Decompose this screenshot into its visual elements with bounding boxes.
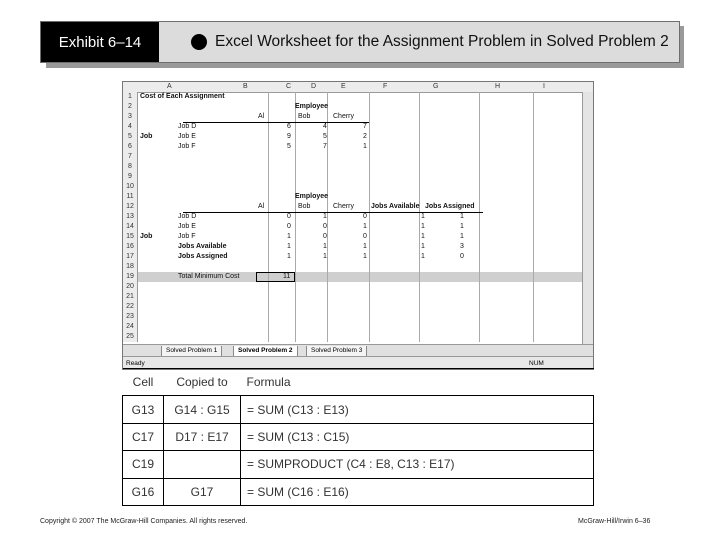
slide-title: Excel Worksheet for the Assignment Problem in Solved Problem 2 (215, 33, 669, 50)
slide-header (40, 21, 680, 63)
tab-solved-problem-3[interactable]: Solved Problem 3 (306, 346, 367, 357)
row-number: 1 (128, 93, 132, 100)
status-ready: Ready (126, 360, 145, 367)
assigned-cell: 1 (460, 233, 464, 240)
col-header-h: H (495, 83, 501, 90)
assigned-cell: 0 (460, 253, 464, 260)
assign-cell: 1 (363, 223, 367, 230)
table-row (123, 423, 594, 450)
job-name: Job F (178, 143, 196, 150)
vertical-scrollbar[interactable] (582, 92, 593, 344)
assign-cell: 0 (323, 223, 327, 230)
jobs-assigned-header: Jobs Assigned (425, 203, 475, 210)
available-cell: 1 (421, 213, 425, 220)
status-num: NUM (529, 360, 544, 367)
cell-ref: G13 (123, 396, 164, 423)
row-number-column (123, 92, 138, 342)
row-number: 14 (126, 223, 134, 230)
row-number: 25 (126, 333, 134, 340)
table-row (123, 478, 594, 505)
cost-cell: 7 (363, 123, 367, 130)
cost-title: Cost of Each Assignment (140, 93, 225, 100)
formula: = SUM (C13 : E13) (241, 396, 594, 423)
assign-cell: 1 (287, 233, 291, 240)
cost-cell: 9 (287, 133, 291, 140)
employee-label: Employee (295, 103, 329, 110)
emp-header: Cherry (333, 113, 355, 120)
header-formula: Formula (241, 369, 594, 396)
formula-table (122, 368, 594, 506)
tab-solved-problem-1[interactable]: Solved Problem 1 (161, 346, 222, 357)
row-number: 10 (126, 183, 134, 190)
exhibit-label: Exhibit 6–14 (41, 22, 159, 62)
cell-ref: C19 (123, 451, 164, 478)
available-cell: 1 (421, 223, 425, 230)
cost-cell: 2 (363, 133, 367, 140)
job-name: Job D (178, 123, 197, 130)
emp-header: Bob (298, 203, 311, 210)
header-underline (183, 212, 483, 213)
total-label: Total Minimum Cost (178, 273, 240, 280)
table-row (123, 451, 594, 478)
gridline (327, 92, 328, 342)
emp-header: Al (258, 203, 265, 210)
col-header-i: I (543, 83, 545, 90)
available-cell: 1 (421, 243, 425, 250)
gridline (268, 92, 269, 342)
cost-cell: 5 (323, 133, 327, 140)
tab-solved-problem-2[interactable]: Solved Problem 2 (233, 346, 298, 357)
row-number: 17 (126, 253, 134, 260)
row-number: 23 (126, 313, 134, 320)
assign-cell: 1 (287, 253, 291, 260)
col-header-d: D (311, 83, 317, 90)
jobs-available-header: Jobs Available (371, 203, 420, 210)
gridline (479, 92, 480, 342)
row-number: 16 (126, 243, 134, 250)
job-name: Job D (178, 213, 197, 220)
assign-cell: 1 (287, 243, 291, 250)
assigned-cell: 1 (460, 223, 464, 230)
employee-label: Employee (295, 193, 329, 200)
job-label: Job (140, 233, 153, 240)
emp-header: Al (258, 113, 265, 120)
gridline (369, 92, 370, 342)
job-name: Jobs Available (178, 243, 227, 250)
cost-cell: 4 (323, 123, 327, 130)
row-number: 6 (128, 143, 132, 150)
row-number: 7 (128, 153, 132, 160)
available-cell: 1 (421, 253, 425, 260)
assign-cell: 0 (287, 223, 291, 230)
row-number: 11 (126, 193, 134, 200)
assign-cell: 0 (287, 213, 291, 220)
job-name: Jobs Assigned (178, 253, 228, 260)
col-header-c: C (286, 83, 292, 90)
job-name: Job F (178, 233, 196, 240)
assign-cell: 1 (323, 253, 327, 260)
formula: = SUM (C13 : C15) (241, 423, 594, 450)
row-number: 3 (128, 113, 132, 120)
assign-cell: 0 (363, 233, 367, 240)
assign-cell: 1 (323, 243, 327, 250)
assign-cell: 1 (363, 243, 367, 250)
copied-to: G17 (164, 478, 241, 505)
job-label: Job (140, 133, 153, 140)
formula: = SUMPRODUCT (C4 : E8, C13 : E17) (241, 451, 594, 478)
row-number: 5 (128, 133, 132, 140)
row-number: 15 (126, 233, 134, 240)
copied-to: D17 : E17 (164, 423, 241, 450)
cost-cell: 6 (287, 123, 291, 130)
row-number: 4 (128, 123, 132, 130)
col-header-e: E (341, 83, 346, 90)
col-header-f: F (383, 83, 388, 90)
row-number: 12 (126, 203, 134, 210)
cell-ref: C17 (123, 423, 164, 450)
assigned-cell: 1 (460, 213, 464, 220)
row-number: 9 (128, 173, 132, 180)
col-header-a: A (167, 83, 172, 90)
slide-reference: McGraw-Hill/Irwin 6–36 (578, 518, 651, 525)
available-cell: 1 (421, 233, 425, 240)
row-number: 21 (126, 293, 134, 300)
cell-ref: G16 (123, 478, 164, 505)
gridline (419, 92, 420, 342)
header-underline (183, 122, 369, 123)
bullet-dot (191, 34, 207, 50)
gridline (533, 92, 534, 342)
job-name: Job E (178, 223, 196, 230)
cost-cell: 5 (287, 143, 291, 150)
emp-header: Bob (298, 113, 311, 120)
row-number: 19 (126, 273, 134, 280)
row-number: 24 (126, 323, 134, 330)
row-number: 8 (128, 163, 132, 170)
assign-cell: 1 (323, 213, 327, 220)
row-number: 2 (128, 103, 132, 110)
copied-to: G14 : G15 (164, 396, 241, 423)
col-header-g: G (433, 83, 439, 90)
copyright-notice: Copyright © 2007 The McGraw-Hill Companies. All rights reserved. (40, 518, 248, 525)
assigned-cell: 3 (460, 243, 464, 250)
job-name: Job E (178, 133, 196, 140)
emp-header: Cherry (333, 203, 355, 210)
header-copied-to: Copied to (164, 369, 241, 396)
assign-cell: 1 (363, 253, 367, 260)
formula: = SUM (C16 : E16) (241, 478, 594, 505)
copied-to (164, 451, 241, 478)
table-row (123, 396, 594, 423)
header-cell: Cell (123, 369, 164, 396)
col-header-b: B (243, 83, 248, 90)
assign-cell: 0 (323, 233, 327, 240)
excel-worksheet (122, 81, 594, 370)
total-value: 11 (283, 273, 291, 280)
row-number: 13 (126, 213, 134, 220)
assign-cell: 0 (363, 213, 367, 220)
formula-table-header (123, 369, 594, 396)
row-number: 18 (126, 263, 134, 270)
gridline (295, 92, 296, 342)
row-number: 20 (126, 283, 134, 290)
cost-cell: 7 (323, 143, 327, 150)
cost-cell: 1 (363, 143, 367, 150)
row-number: 22 (126, 303, 134, 310)
